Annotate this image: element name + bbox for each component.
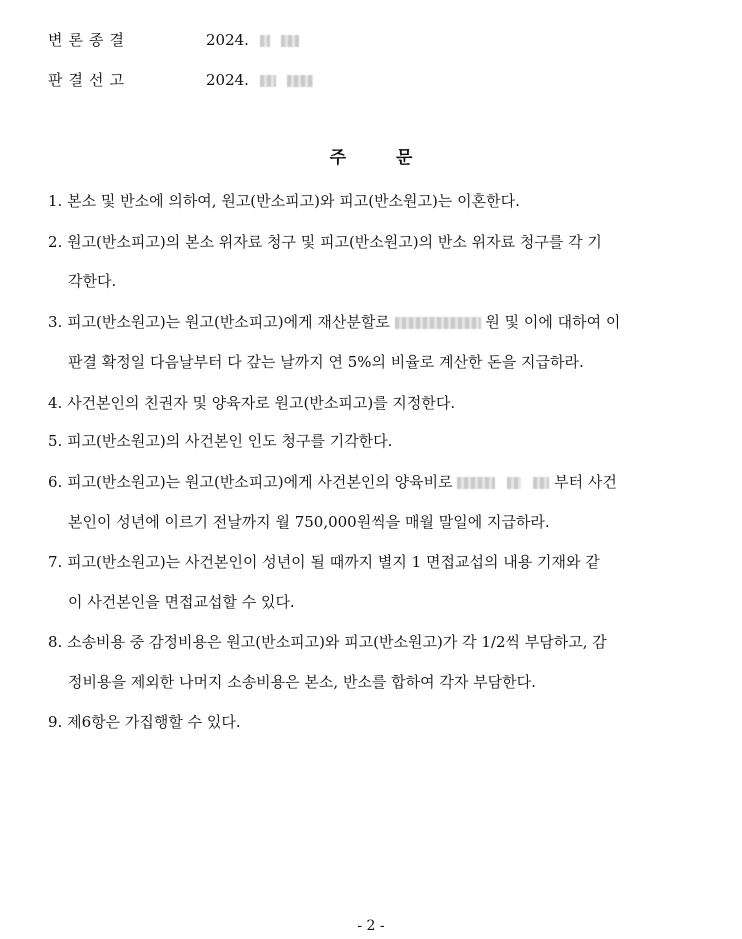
redacted-date-month	[507, 477, 521, 489]
order-item-5: 5. 피고(반소원고)의 사건본인 인도 청구를 기각한다.	[48, 432, 393, 450]
order-item-6	[48, 470, 617, 494]
order-item-3-cont: 판결 확정일 다음날부터 다 갚는 날까지 연 5%의 비율로 계산한 돈을 지급하라.	[68, 353, 584, 371]
order-item-3	[48, 310, 620, 334]
redacted-amount	[395, 317, 481, 329]
order-item-7: 7. 피고(반소원고)는 사건본인이 성년이 될 때까지 별지 1 면접교섭의 내용 기재와 같	[48, 553, 600, 571]
order-item-8: 8. 소송비용 중 감정비용은 원고(반소피고)와 피고(반소원고)가 각 1/2씩 부담하고, 감	[48, 633, 607, 651]
closing-date	[206, 28, 299, 52]
order-item-6-cont: 본인이 성년에 이르기 전날까지 월 750,000원씩을 매월 말일에 지급하라.	[68, 513, 550, 531]
redacted-day	[287, 75, 313, 87]
order-item-1: 1. 본소 및 반소에 의하여, 원고(반소피고)와 피고(반소원고)는 이혼한다.	[48, 192, 520, 210]
order-item-9: 9. 제6항은 가집행할 수 있다.	[48, 713, 241, 731]
order-item-2-cont: 각한다.	[68, 272, 117, 290]
redacted-month	[260, 75, 276, 87]
judgment-label: 판결선고	[48, 71, 130, 89]
page-title: 주 문	[329, 148, 413, 168]
redacted-month	[260, 35, 270, 47]
order-item-2: 2. 원고(반소피고)의 본소 위자료 청구 및 피고(반소원고)의 반소 위자료 청구를 각 기	[48, 233, 602, 251]
order-item-6-text-end: 부터 사건	[549, 473, 617, 491]
page-number: - 2 -	[357, 918, 385, 934]
order-item-3-text-end: 원 및 이에 대하여 이	[480, 313, 621, 331]
judgment-date	[206, 68, 313, 92]
closing-year: 2024.	[206, 31, 249, 49]
order-item-6-text: 6. 피고(반소원고)는 원고(반소피고)에게 사건본인의 양육비로	[48, 473, 458, 491]
order-item-4: 4. 사건본인의 친권자 및 양육자로 원고(반소피고)를 지정한다.	[48, 394, 456, 412]
redacted-day	[281, 35, 299, 47]
order-item-7-cont: 이 사건본인을 면접교섭할 수 있다.	[68, 593, 295, 611]
order-item-8-cont: 정비용을 제외한 나머지 소송비용은 본소, 반소를 합하여 각자 부담한다.	[68, 673, 536, 691]
judgment-year: 2024.	[206, 71, 249, 89]
redacted-date-day	[533, 477, 549, 489]
order-item-3-text: 3. 피고(반소원고)는 원고(반소피고)에게 재산분할로	[48, 313, 395, 331]
redacted-date-year	[457, 477, 495, 489]
closing-label: 변론종결	[48, 31, 130, 49]
